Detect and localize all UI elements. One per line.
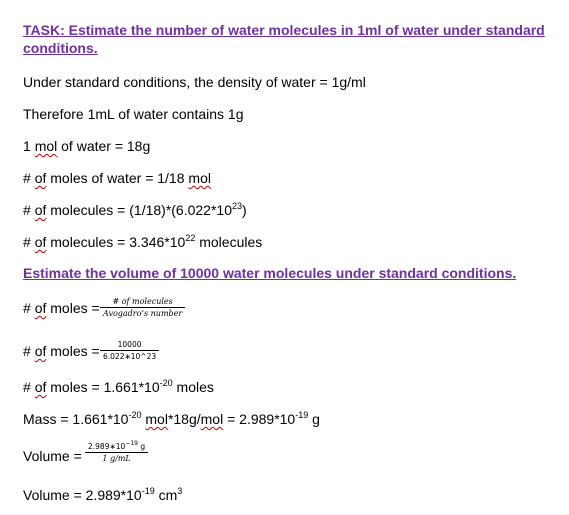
task-heading-line2: conditions. bbox=[23, 40, 98, 56]
exponent: -19 bbox=[295, 410, 309, 420]
text: molecules = (1/18)*(6.022*10 bbox=[46, 202, 232, 218]
formula2-lhs bbox=[23, 343, 100, 360]
text: # bbox=[23, 300, 35, 316]
therefore-line: Therefore 1mL of water contains 1g bbox=[23, 106, 244, 122]
exponent: 23 bbox=[231, 201, 242, 211]
molecules-formula-line bbox=[23, 202, 247, 219]
fraction-numerator: # of molecules bbox=[112, 297, 173, 306]
volume-fraction bbox=[85, 441, 148, 464]
text: molecules bbox=[195, 234, 263, 250]
text: # bbox=[23, 379, 35, 395]
fraction-denominator: 1 g/mL bbox=[102, 454, 131, 463]
volume-result-line bbox=[23, 487, 182, 504]
task-heading-line1: TASK: Estimate the number of water molecules in 1ml of water under standard bbox=[23, 22, 545, 38]
mass-line bbox=[23, 411, 320, 428]
spellcheck-word: mol bbox=[145, 411, 168, 427]
text: # bbox=[23, 202, 35, 218]
text: ) bbox=[242, 202, 247, 218]
spellcheck-word: of bbox=[34, 300, 47, 316]
text: g bbox=[308, 411, 320, 427]
text: moles bbox=[172, 379, 214, 395]
text: moles = 1.661*10 bbox=[46, 379, 160, 395]
formula1-lhs bbox=[23, 300, 100, 317]
text: moles = bbox=[46, 300, 100, 316]
fraction-numerator bbox=[85, 441, 148, 452]
spellcheck-word: of bbox=[34, 343, 47, 359]
text: = 2.989*10 bbox=[223, 411, 296, 427]
moles-result-line bbox=[23, 379, 214, 396]
text: moles = bbox=[46, 343, 100, 359]
exponent: 22 bbox=[185, 233, 196, 243]
text: # bbox=[23, 234, 35, 250]
text: Volume = 2.989*10 bbox=[23, 487, 142, 503]
fraction-denominator: Avogadro’s number bbox=[103, 309, 183, 318]
text: Mass = 1.661*10 bbox=[23, 411, 129, 427]
formula2-fraction bbox=[100, 339, 159, 362]
text: 1 bbox=[23, 138, 35, 154]
text: cm bbox=[154, 487, 178, 503]
exponent: -20 bbox=[128, 410, 142, 420]
exponent: -20 bbox=[159, 378, 173, 388]
density-line: Under standard conditions, the density of water = 1g/ml bbox=[23, 74, 366, 90]
mol-of-water-line bbox=[23, 138, 150, 155]
text: 2.989∗10 bbox=[88, 442, 126, 451]
spellcheck-word: of bbox=[34, 170, 47, 186]
text: molecules = 3.346*10 bbox=[46, 234, 186, 250]
exponent: 3 bbox=[177, 486, 183, 496]
fraction-numerator: 10000 bbox=[117, 340, 142, 349]
text: moles of water = 1/18 bbox=[46, 170, 189, 186]
spellcheck-word: of bbox=[34, 202, 47, 218]
moles-of-water-line bbox=[23, 170, 211, 187]
spellcheck-word: of bbox=[34, 234, 47, 250]
exponent: -19 bbox=[141, 486, 155, 496]
text: # bbox=[23, 343, 35, 359]
text: g bbox=[137, 442, 146, 451]
spellcheck-word: mol bbox=[34, 138, 58, 154]
spellcheck-word: mol bbox=[200, 411, 224, 427]
fraction-denominator: 6.022∗10^23 bbox=[103, 352, 157, 361]
text: # bbox=[23, 170, 35, 186]
molecules-result-line bbox=[23, 234, 262, 251]
spellcheck-word: of bbox=[34, 379, 47, 395]
formula1-fraction bbox=[100, 296, 185, 319]
section-heading: Estimate the volume of 10000 water molecules under standard conditions. bbox=[23, 265, 517, 281]
text: of water = 18g bbox=[57, 138, 151, 154]
spellcheck-word: mol bbox=[188, 170, 211, 186]
exponent: −19 bbox=[125, 440, 138, 447]
volume-lhs: Volume = bbox=[23, 448, 82, 464]
text: *18g/ bbox=[167, 411, 201, 427]
